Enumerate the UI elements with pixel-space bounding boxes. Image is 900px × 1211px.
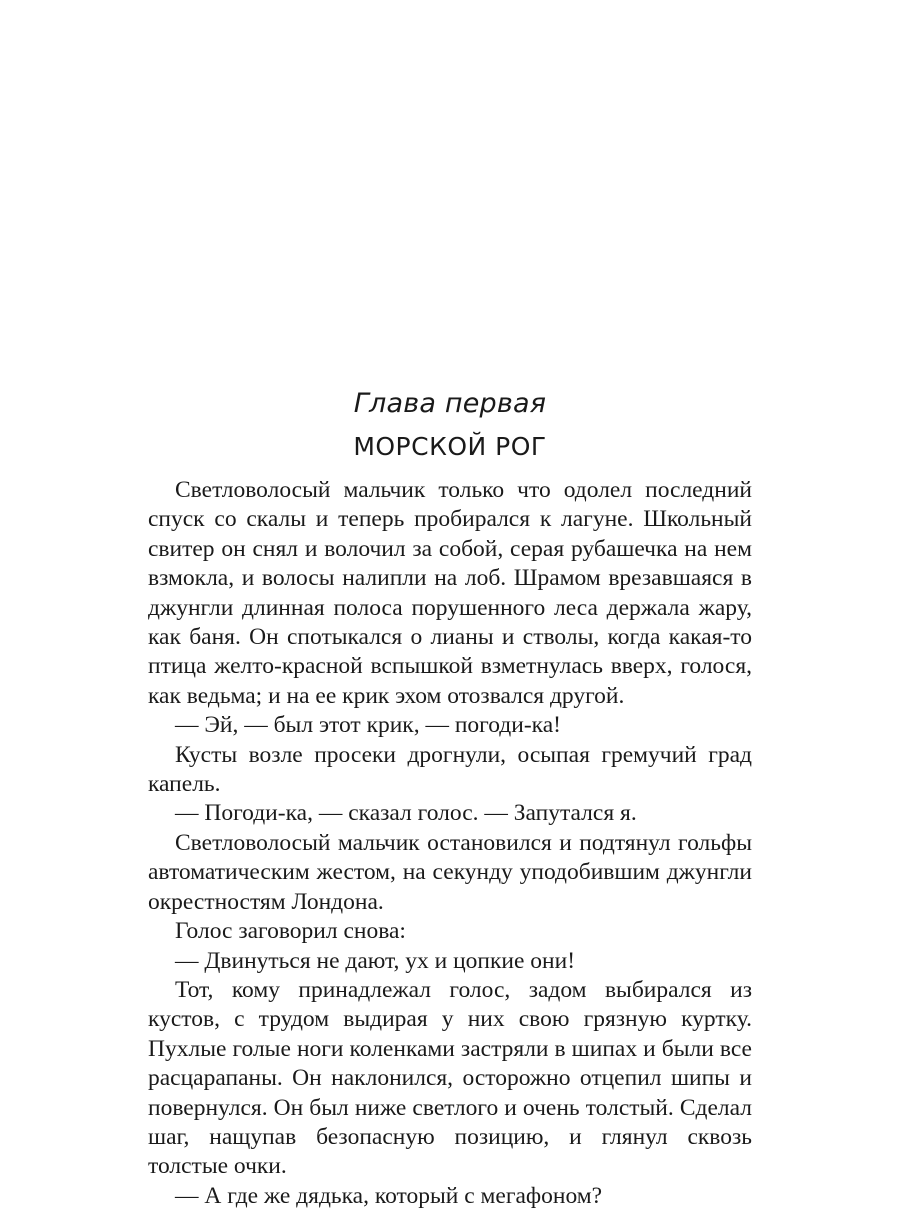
paragraph: — Эй, — был этот крик, — погоди-ка! [175, 712, 561, 739]
chapter-title: МОРСКОЙ РОГ [353, 432, 547, 461]
paragraph: Кусты возле просеки дрогнули, осыпая гремучий град капель. [148, 741, 752, 798]
paragraph: Голос заговорил снова: [175, 918, 406, 945]
paragraph: Тот, кому принадлежал голос, задом выбирался из кустов, с трудом выдирая у них свою грязную куртку. Пухлые голые ноги коленками застряли в шипах и были все расцарапаны. Он наклонился, осторожно отцепил шипы и повернулся. Он был ниже светлого и очень толстый. Сделал шаг, нащупав безопасную позицию, и глянул сквозь толстые очки. [148, 976, 752, 1180]
paragraph: Светловолосый мальчик остановился и подтянул гольфы автоматическим жестом, на секунду уподобившим джунгли окрестностям Лондона. [148, 829, 752, 915]
chapter-body [148, 476, 752, 1211]
chapter-label: Глава первая [353, 388, 547, 419]
paragraph: — Погоди-ка, — сказал голос. — Запутался я. [175, 800, 637, 827]
paragraph: — А где же дядька, который с мегафоном? [175, 1182, 603, 1209]
paragraph: — Двинуться не дают, ух и цопкие они! [175, 947, 576, 974]
paragraph: Светловолосый мальчик только что одолел последний спуск со скалы и теперь пробирался к лагуне. Школьный свитер он снял и волочил за собой, серая рубашечка на нем взмокла, и волосы налипли на лоб. Шрамом врезавшаяся в джунгли длинная полоса порушенного леса держала жару, как баня. Он спотыкался о лианы и стволы, когда какая-то птица желто-красной вспышкой взметнулась вверх, голося, как ведьма; и на ее крик эхом отозвался другой. [148, 477, 752, 709]
